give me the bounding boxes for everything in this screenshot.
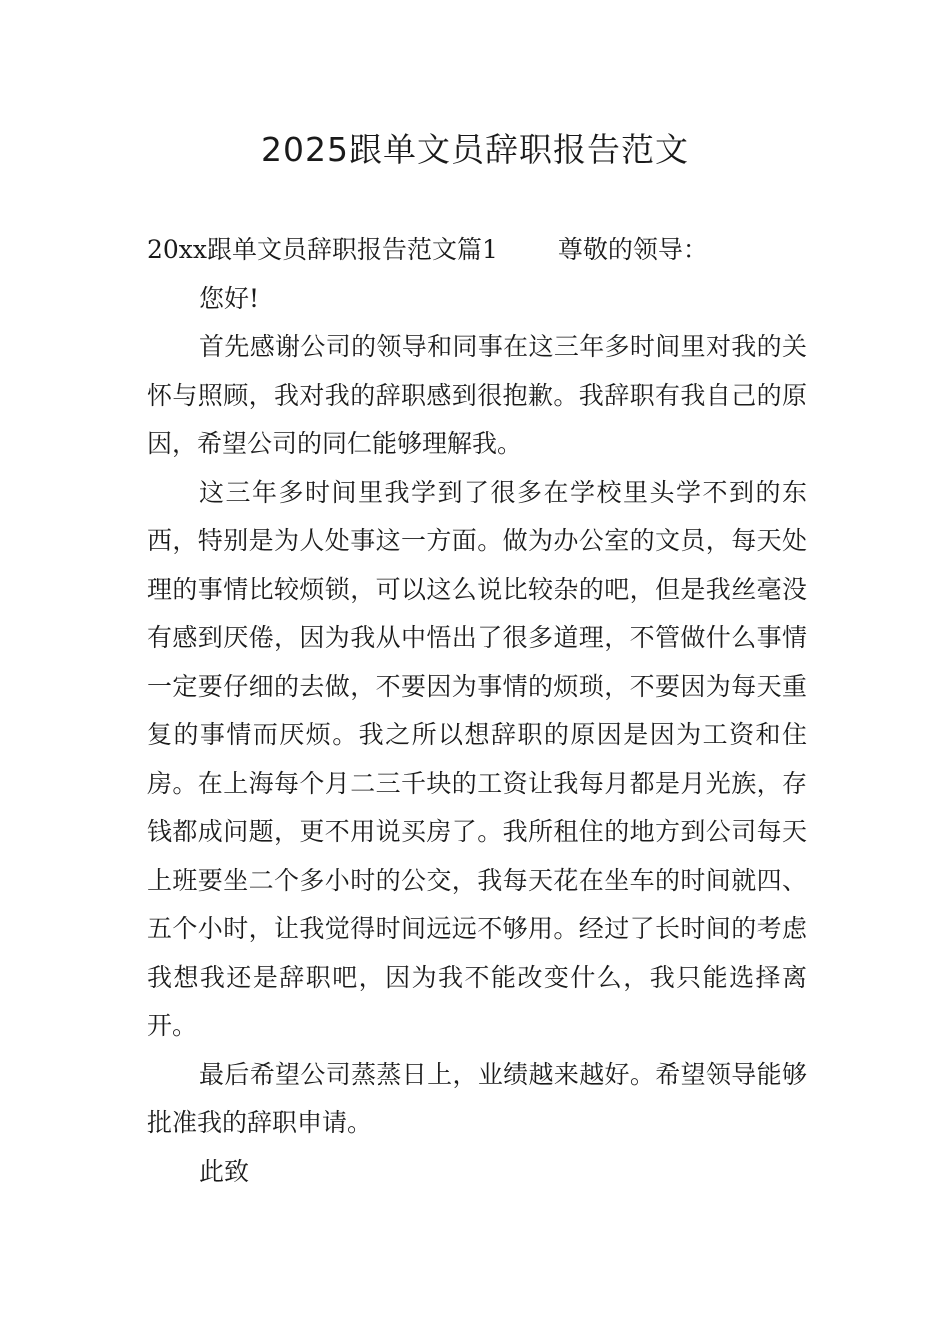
paragraph-reasons: 这三年多时间里我学到了很多在学校里头学不到的东西，特别是为人处事这一方面。做为办公室的文员，每天处理的事情比较烦锁，可以这么说比较杂的吧，但是我丝毫没有感到厌倦，因为我从中悟出了很多道理，不管做什么事情一定要仔细的去做，不要因为事情的烦琐，不要因为每天重复的事情而厌烦。我之所以想辞职的原因是因为工资和住房。在上海每个月二三千块的工资让我每月都是月光族，存钱都成问题，更不用说买房了。我所租住的地方到公司每天上班要坐二个多小时的公交，我每天花在坐车的时间就四、五个小时，让我觉得时间远远不够用。经过了长时间的考虑我想我还是辞职吧，因为我不能改变什么，我只能选择离开。 — [147, 477, 807, 1040]
heading-line — [147, 226, 807, 275]
paragraph-thanks: 首先感谢公司的领导和同事在这三年多时间里对我的关怀与照顾，我对我的辞职感到很抱歉。我辞职有我自己的原因，希望公司的同仁能够理解我。 — [147, 332, 807, 458]
greeting: 您好! — [199, 283, 260, 313]
paragraph-wishes: 最后希望公司蒸蒸日上，业绩越来越好。希望领导能够批准我的辞职申请。 — [147, 1059, 807, 1137]
closing: 此致 — [199, 1156, 250, 1186]
document-body — [147, 226, 807, 1196]
salutation: 尊敬的领导： — [557, 235, 708, 264]
section-heading: 20xx跟单文员辞职报告范文篇1 — [147, 235, 498, 264]
document-title: 2025跟单文员辞职报告范文 — [261, 130, 689, 169]
